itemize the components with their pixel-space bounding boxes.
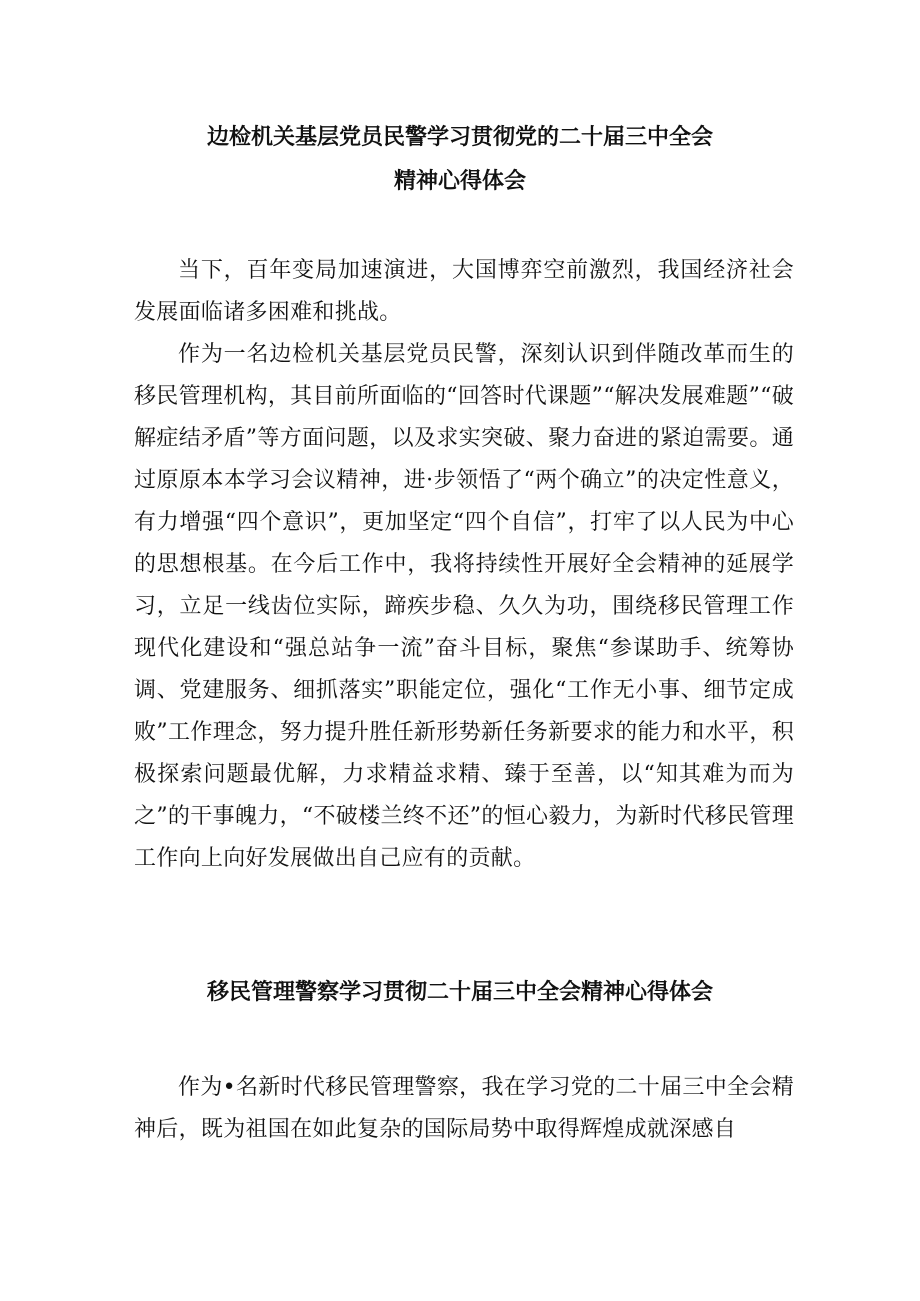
- article-1-paragraph-1: 当下，百年变局加速演进，大国博弈空前激烈，我国经济社会发展面临诸多困难和挑战。: [134, 258, 794, 325]
- article-1-paragraph-2: 作为一名边检机关基层党员民警，深刻认识到伴随改革而生的移民管理机构，其目前所面临的“回答时代课题”“解决发展难题”“破解症结矛盾”等方面问题，以及求实突破、聚力奋进的紧迫需要。通过原原本本学习会议精神，进·步领悟了“两个确立”的决定性意义，有力增强“四个意识”，更加坚定“四个自信”，打牢了以人民为中心的思想根基。在今后工作中，我将持续性开展好全会精神的延展学习，立足一线齿位实际，蹄疾步稳、久久为功，围绕移民管理工作现代化建设和“强总站争一流”奋斗目标，聚焦“参谋助手、统筹协调、党建服务、细抓落实”职能定位，强化“工作无小事、细节定成败”工作理念，努力提升胜任新形势新任务新要求的能力和水平，积极探索问题最优解，力求精益求精、臻于至善，以“知其难为而为之”的干事魄力，“不破楼兰终不还”的恒心毅力，为新时代移民管理工作向上向好发展做出自己应有的贡献。: [134, 342, 794, 871]
- article-2-paragraph-1: 作为•名新时代移民管理警察，我在学习党的二十届三中全会精神后，既为祖国在如此复杂的国际局势中取得辉煌成就深感自: [134, 1075, 794, 1142]
- article-title-2: [120, 970, 800, 1014]
- article-title-2-text: 移民管理警察学习贯彻二十届三中全会精神心得体会: [206, 979, 713, 1005]
- article-title-1-line-2: 精神心得体会: [393, 168, 526, 194]
- article-title-1-line-1: 边检机关基层党员民警学习贯彻党的二十届三中全会: [206, 124, 713, 150]
- article-title-1: [120, 115, 800, 203]
